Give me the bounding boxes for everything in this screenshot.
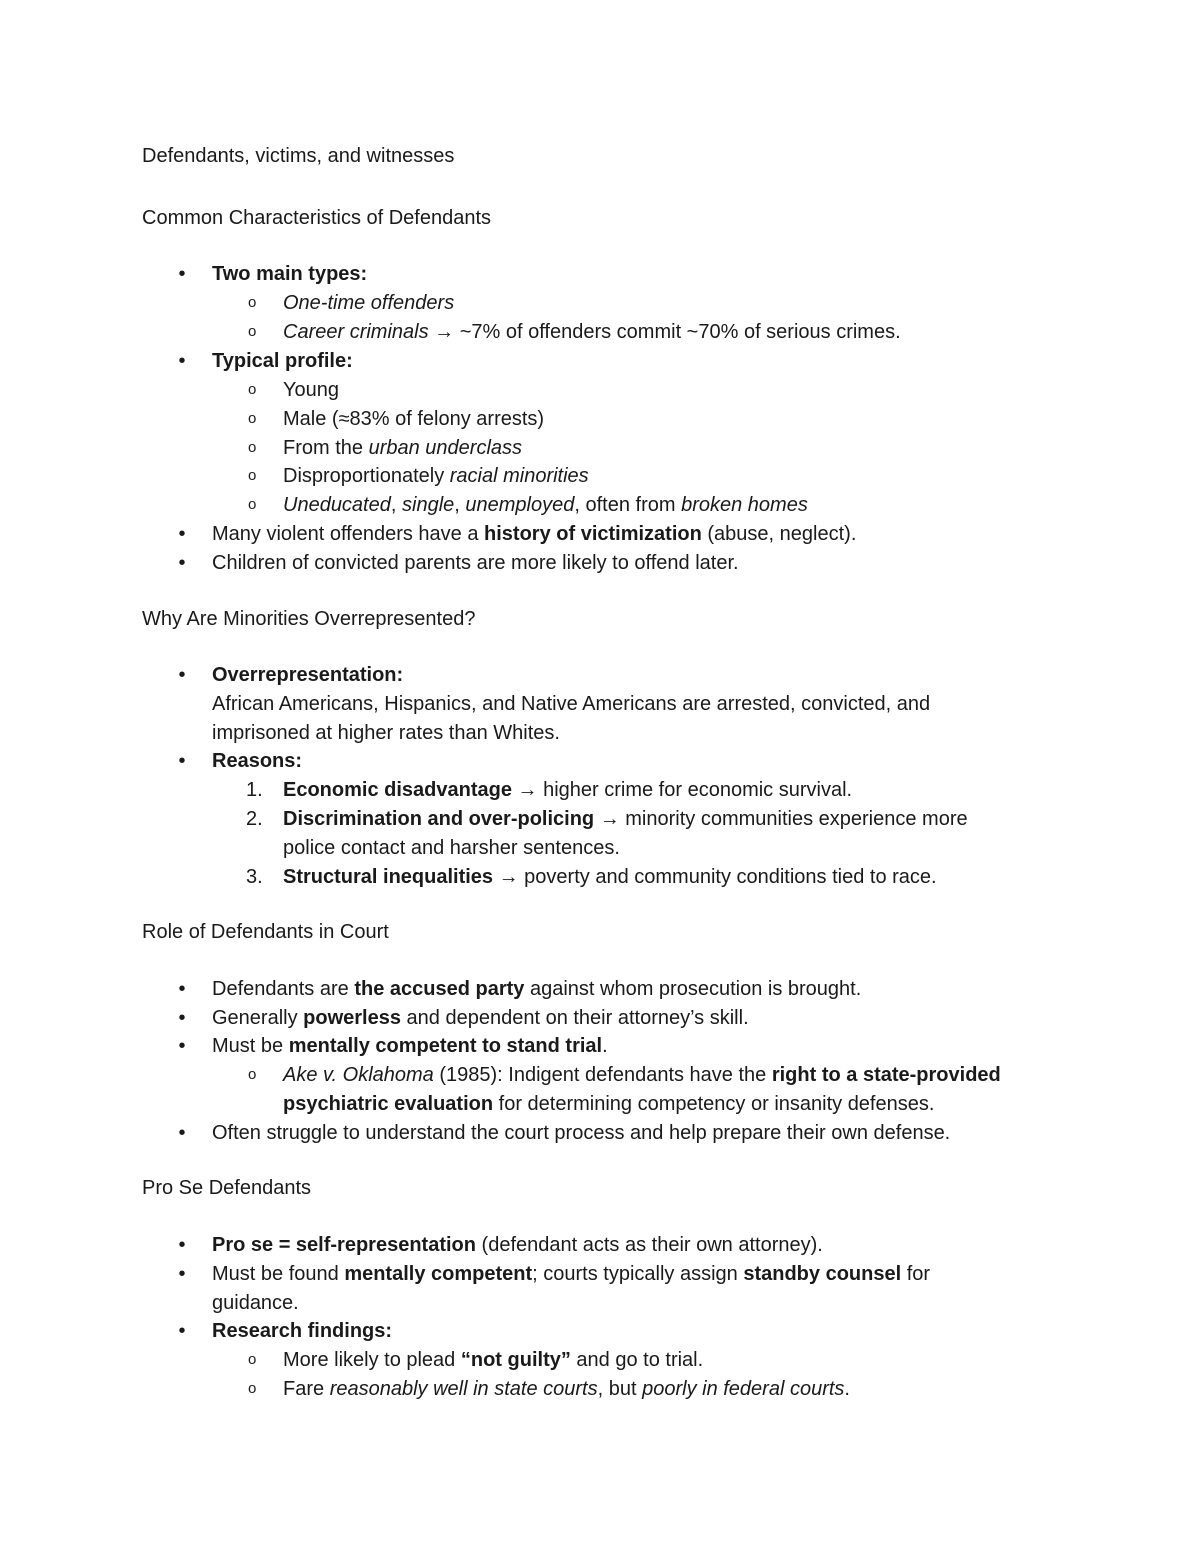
list-item	[212, 1261, 930, 1287]
bullet-icon: •	[178, 350, 186, 372]
list-item	[212, 976, 861, 1002]
list-item	[283, 1376, 850, 1402]
bullet-icon: •	[178, 263, 186, 285]
bold-text: Typical profile:	[212, 350, 353, 372]
section-heading-minorities: Why Are Minorities Overrepresented?	[142, 608, 476, 630]
list-item-text: imprisoned at higher rates than Whites.	[212, 722, 560, 744]
bold-text: Pro se = self-representation	[212, 1234, 476, 1256]
italic-text: single	[402, 494, 455, 516]
bold-text: Two main types:	[212, 263, 368, 285]
list-item	[212, 1033, 608, 1059]
text: minority communities experience more	[619, 808, 968, 830]
list-item	[283, 319, 901, 345]
list-item	[283, 1062, 1001, 1088]
list-item-text	[283, 1091, 934, 1117]
list-item-text: police contact and harsher sentences.	[283, 837, 620, 859]
list-item	[283, 435, 522, 461]
list-item	[212, 1232, 823, 1258]
text: higher crime for economic survival.	[537, 779, 853, 801]
text: (abuse, neglect).	[701, 523, 857, 545]
list-item	[283, 806, 968, 832]
arrow-icon: →	[517, 779, 538, 801]
bold-text: the accused party	[354, 978, 525, 1000]
text: Must be	[212, 1035, 289, 1057]
text: ~7% of offenders commit ~70% of serious crimes.	[454, 321, 901, 343]
bold-text: Reasons:	[212, 750, 303, 772]
list-number: 1.	[246, 779, 263, 801]
section-heading-characteristics: Common Characteristics of Defendants	[142, 207, 492, 229]
bold-text: right to a state-provided	[771, 1064, 1001, 1086]
list-item	[283, 1347, 703, 1373]
text: Generally	[212, 1007, 304, 1029]
sub-bullet-icon: o	[248, 467, 257, 484]
bold-text: powerless	[303, 1007, 401, 1029]
text: Disproportionately	[283, 465, 450, 487]
list-item	[283, 290, 454, 316]
text: , often from	[574, 494, 682, 516]
text: (defendant acts as their own attorney).	[475, 1234, 823, 1256]
section-heading-role: Role of Defendants in Court	[142, 921, 389, 943]
list-item	[212, 662, 403, 688]
sub-bullet-icon: o	[248, 1351, 257, 1368]
text: ,	[454, 494, 466, 516]
text: From the	[283, 437, 369, 459]
bold-text: Structural inequalities	[283, 866, 494, 888]
italic-text: Career criminals	[283, 321, 429, 343]
sub-bullet-icon: o	[248, 1066, 257, 1083]
list-item	[283, 463, 589, 489]
italic-text: Ake v. Oklahoma	[283, 1064, 434, 1086]
list-number: 2.	[246, 808, 263, 830]
section-heading-pro-se: Pro Se Defendants	[142, 1177, 311, 1199]
list-item: Children of convicted parents are more likely to offend later.	[212, 552, 739, 574]
document-title: Defendants, victims, and witnesses	[142, 145, 455, 167]
text: for determining competency or insanity defenses.	[493, 1093, 935, 1115]
italic-text: racial minorities	[449, 465, 589, 487]
text: .	[602, 1035, 608, 1057]
sub-bullet-icon: o	[248, 496, 257, 513]
text: More likely to plead	[283, 1349, 461, 1371]
text: poverty and community conditions tied to race.	[518, 866, 937, 888]
text: for	[901, 1263, 931, 1285]
bullet-icon: •	[178, 664, 186, 686]
bullet-icon: •	[178, 1035, 186, 1057]
bullet-icon: •	[178, 1320, 186, 1342]
sub-bullet-icon: o	[248, 439, 257, 456]
text: Fare	[283, 1378, 330, 1400]
italic-text: unemployed	[465, 494, 575, 516]
text: , but	[597, 1378, 643, 1400]
sub-bullet-icon: o	[248, 1380, 257, 1397]
italic-text: poorly in federal courts	[642, 1378, 845, 1400]
list-item	[283, 777, 852, 803]
arrow-icon: →	[434, 321, 455, 343]
bold-text: psychiatric evaluation	[283, 1093, 494, 1115]
bold-text: mentally competent to stand trial	[288, 1035, 603, 1057]
sub-bullet-icon: o	[248, 381, 257, 398]
arrow-icon: →	[498, 866, 519, 888]
bullet-icon: •	[178, 978, 186, 1000]
text: (1985): Indigent defendants have the	[433, 1064, 772, 1086]
list-item	[283, 492, 808, 518]
text: Must be found	[212, 1263, 345, 1285]
text: .	[844, 1378, 850, 1400]
list-item-text: guidance.	[212, 1292, 299, 1314]
bold-text: Research findings:	[212, 1320, 393, 1342]
list-item	[212, 348, 353, 374]
bold-text: Overrepresentation:	[212, 664, 404, 686]
list-item: Young	[283, 379, 339, 401]
text: and dependent on their attorney’s skill.	[400, 1007, 749, 1029]
text: ,	[390, 494, 402, 516]
list-item: Male (≈83% of felony arrests)	[283, 408, 545, 430]
text: and go to trial.	[570, 1349, 704, 1371]
bullet-icon: •	[178, 523, 186, 545]
list-item: Often struggle to understand the court process and help prepare their own defense.	[212, 1122, 951, 1144]
text: ; courts typically assign	[532, 1263, 744, 1285]
list-item-text: African Americans, Hispanics, and Native Americans are arrested, convicted, and	[212, 693, 931, 715]
list-item	[212, 521, 856, 547]
italic-text: broken homes	[681, 494, 808, 516]
list-item	[212, 261, 367, 287]
bullet-icon: •	[178, 1234, 186, 1256]
text: Defendants are	[212, 978, 355, 1000]
bold-text: Economic disadvantage	[283, 779, 512, 801]
text: Many violent offenders have a	[212, 523, 485, 545]
bullet-icon: •	[178, 750, 186, 772]
bold-text: mentally competent	[344, 1263, 533, 1285]
sub-bullet-icon: o	[248, 410, 257, 427]
bold-text: standby counsel	[743, 1263, 902, 1285]
sub-bullet-icon: o	[248, 294, 257, 311]
list-item	[283, 864, 937, 890]
italic-text: Uneducated	[283, 494, 391, 516]
bold-text: Discrimination and over-policing	[283, 808, 595, 830]
text: against whom prosecution is brought.	[524, 978, 862, 1000]
list-number: 3.	[246, 866, 263, 888]
bold-text: history of victimization	[484, 523, 702, 545]
italic-text: reasonably well in state courts	[329, 1378, 598, 1400]
list-item	[212, 748, 302, 774]
italic-text: urban underclass	[368, 437, 523, 459]
bullet-icon: •	[178, 1263, 186, 1285]
list-item	[212, 1318, 392, 1344]
bullet-icon: •	[178, 1122, 186, 1144]
bullet-icon: •	[178, 552, 186, 574]
italic-text: One-time offenders	[283, 292, 455, 314]
sub-bullet-icon: o	[248, 323, 257, 340]
list-item	[212, 1005, 749, 1031]
bullet-icon: •	[178, 1007, 186, 1029]
bold-text: “not guilty”	[460, 1349, 571, 1371]
arrow-icon: →	[599, 808, 620, 830]
